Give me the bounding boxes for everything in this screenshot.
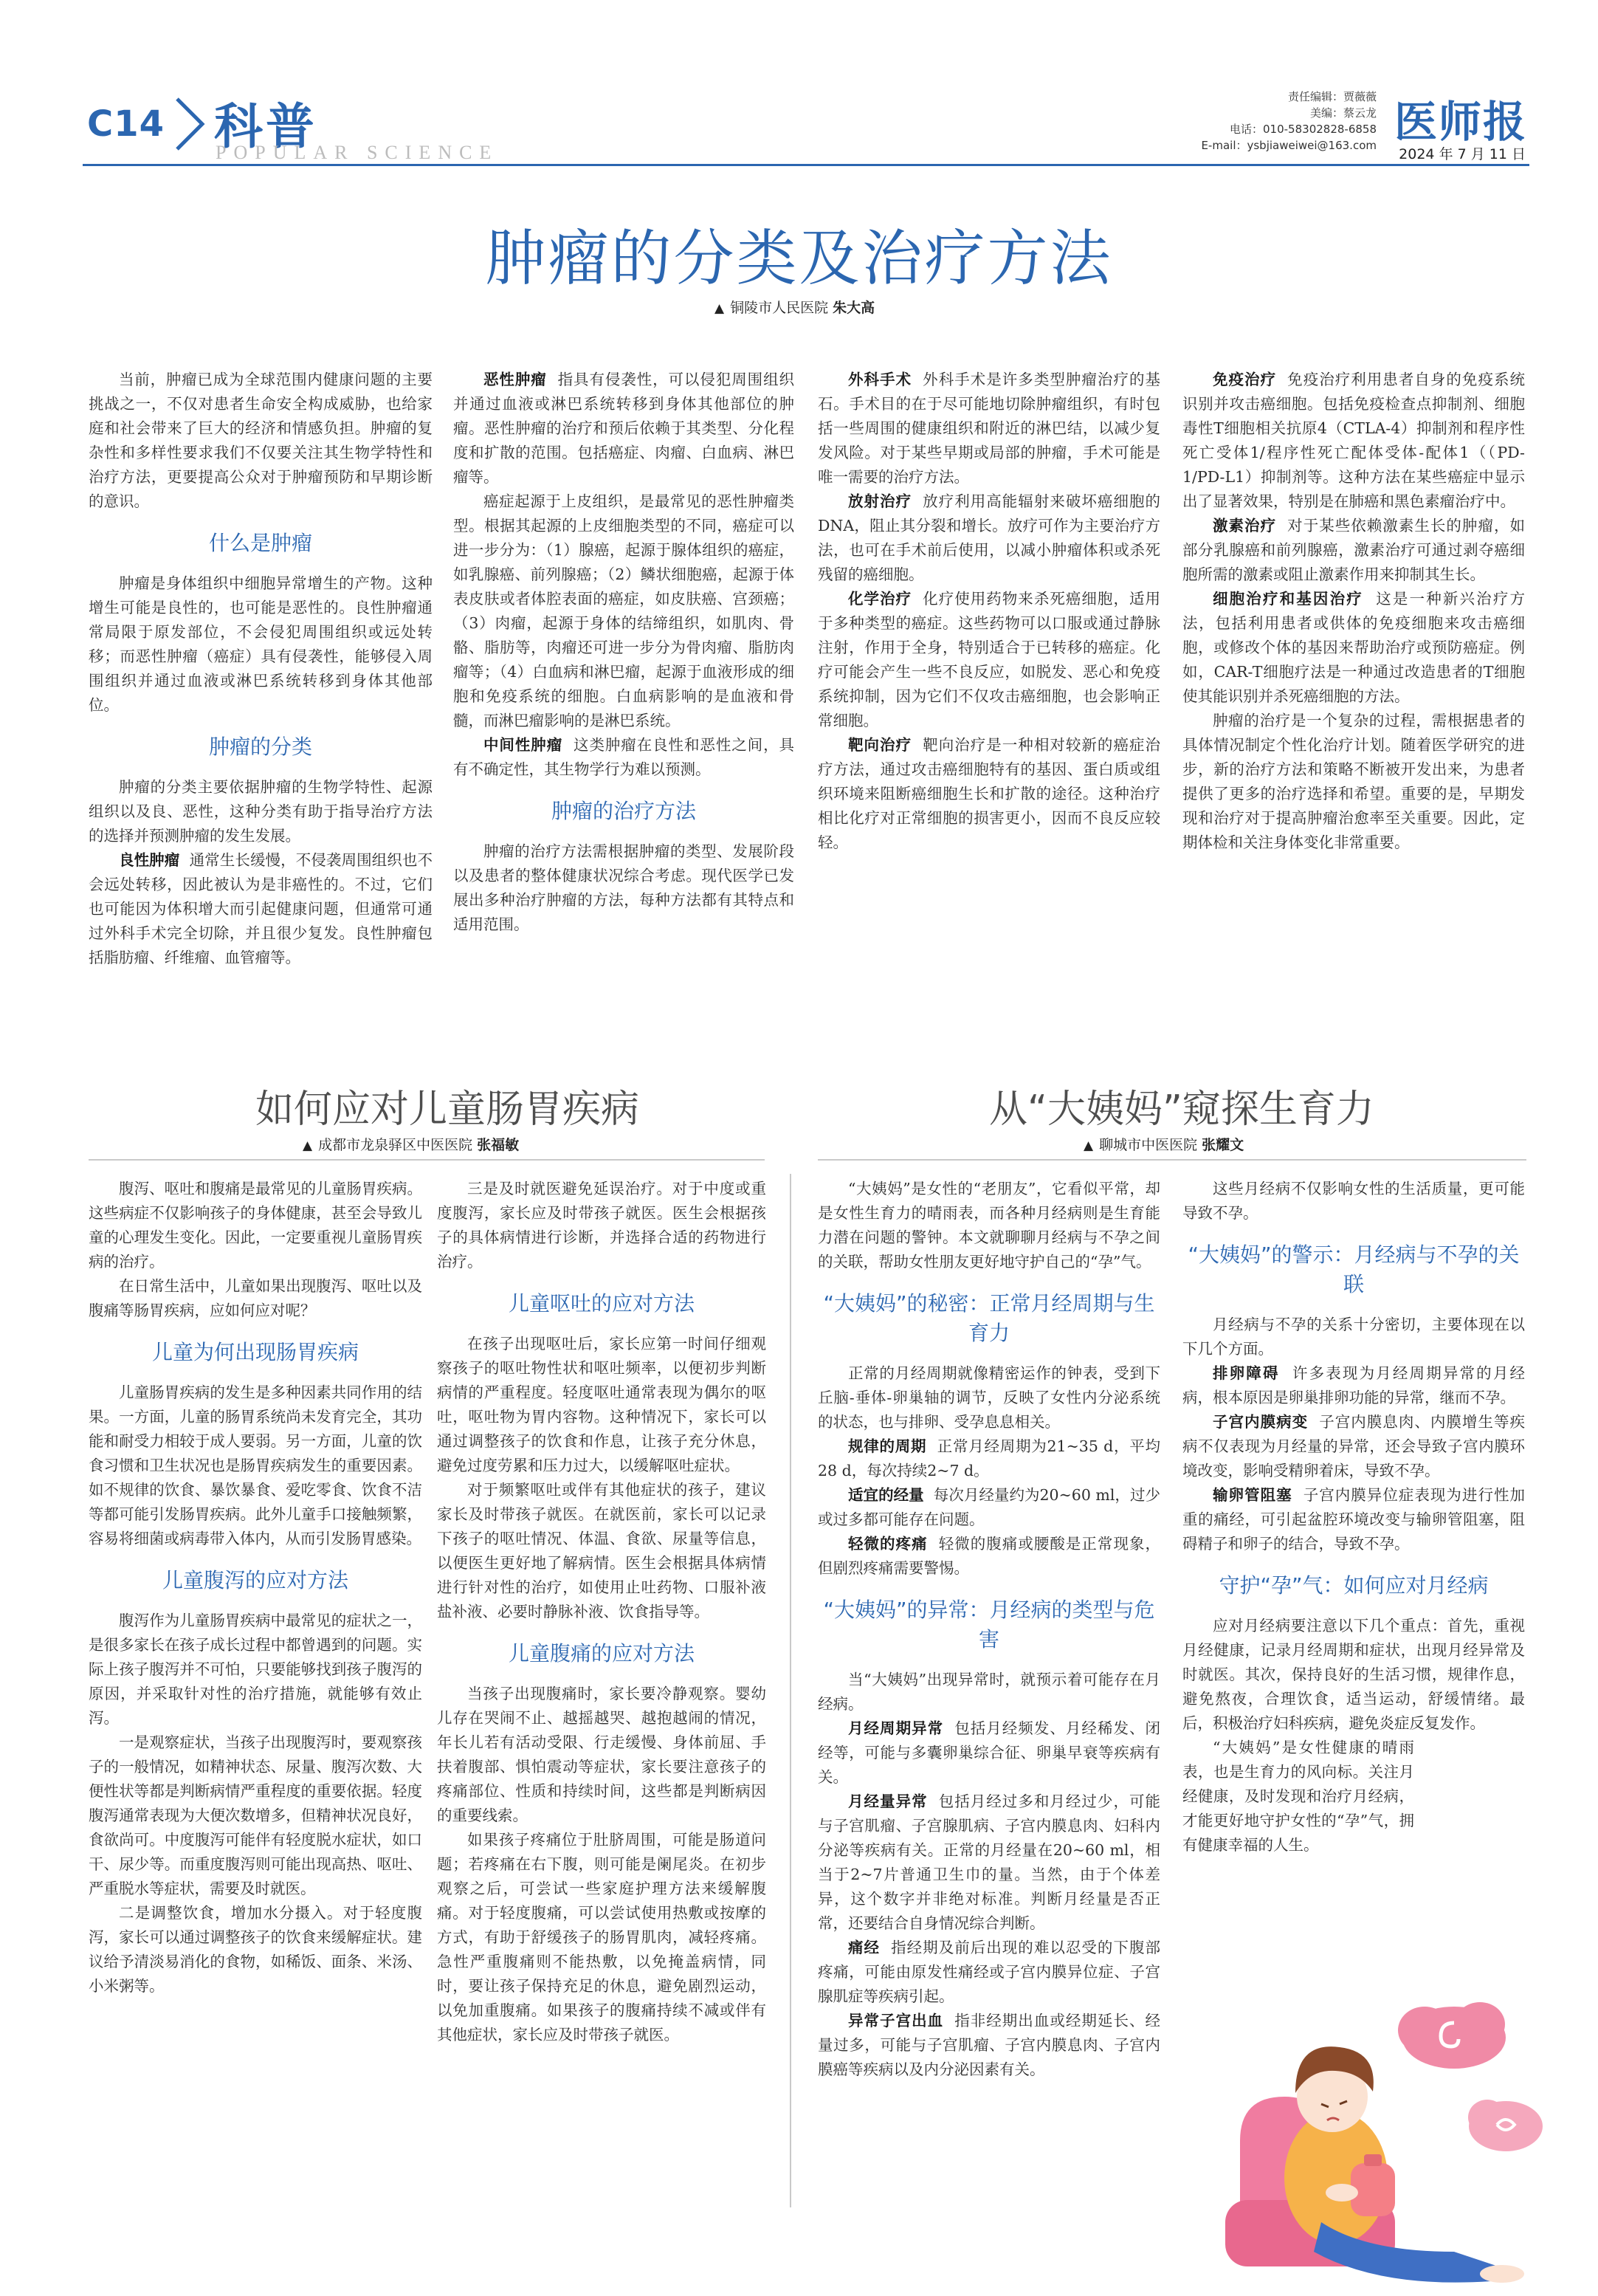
paragraph bbox=[818, 1716, 1160, 1790]
paragraph bbox=[453, 368, 794, 489]
article1-column-3 bbox=[818, 368, 1160, 855]
paragraph: 在孩子出现呕吐后，家长应第一时间仔细观察孩子的呕吐物性状和呕吐频率，以便初步判断病情的严重程度。轻度呕吐通常表现为偶尔的呕吐，呕吐物为胃内容物。这种情况下，家长可以通过调整孩子的饮食和作息，让孩子充分休息，避免过度劳累和压力过大，以缓解呕吐症状。 bbox=[437, 1335, 766, 1474]
paragraph: 腹泻、呕吐和腹痛是最常见的儿童肠胃疾病。这些病症不仅影响孩子的身体健康，甚至会导致儿童的心理发生变化。因此，一定要重视儿童肠胃疾病的治疗。 bbox=[89, 1180, 422, 1271]
term-text: 正常月经周期为21~35 d，平均28 d，每次持续2~7 d。 bbox=[818, 1437, 1160, 1479]
cloud-icon bbox=[1398, 2002, 1506, 2069]
triangle-icon: ▲ bbox=[303, 1138, 313, 1153]
term-label: 免疫治疗 bbox=[1213, 371, 1277, 388]
paragraph bbox=[1182, 587, 1525, 709]
masthead bbox=[0, 0, 1598, 170]
paragraph: 腹泻作为儿童肠胃疾病中最常见的症状之一，是很多家长在孩子成长过程中都曾遇到的问题。实际上孩子腹泻并不可怕，只要能够找到孩子腹泻的原因，并采取针对性的治疗措施，就能够有效止泻。 bbox=[89, 1612, 422, 1727]
paragraph: 当前，肿瘤已成为全球范围内健康问题的主要挑战之一，不仅对患者生命安全构成威胁，也给家庭和社会带来了巨大的经济和情感负担。肿瘤的复杂性和多样性要求我们不仅要关注其生物学特性和治疗方法，更要提高公众对于肿瘤预防和早期诊断的意识。 bbox=[89, 371, 433, 510]
section-heading: 守护“孕”气：如何应对月经病 bbox=[1219, 1573, 1489, 1598]
section-heading: 儿童腹泻的应对方法 bbox=[162, 1568, 348, 1592]
section-heading: 肿瘤的治疗方法 bbox=[551, 799, 696, 823]
paragraph bbox=[1182, 368, 1525, 514]
paragraph: 如果孩子疼痛位于肚脐周围，可能是肠道问题；若疼痛在右下腹，则可能是阑尾炎。在初步观察之后，可尝试一些家庭护理方法来缓解腹痛。对于轻度腹痛，可以尝试使用热敷或按摩的方式，有助于舒缓孩子的肠胃肌肉，减轻疼痛。急性严重腹痛则不能热敷，以免掩盖病情，同时，要让孩子保持充足的休息，避免剧烈运动，以免加重腹痛。如果孩子的腹痛持续不减或伴有其他症状，家长应及时带孩子就医。 bbox=[437, 1831, 766, 2044]
paragraph bbox=[818, 1936, 1160, 2009]
paragraph: “大姨妈”是女性的“老朋友”，它看似平常，却是女性生育力的晴雨表，而各种月经病则是生育能力潜在问题的警钟。本文就聊聊月经病与不孕之间的关联，帮助女性朋友更好地守护自己的“孕”气。 bbox=[818, 1180, 1160, 1271]
section-subtitle: POPULAR SCIENCE bbox=[216, 142, 499, 163]
paragraph bbox=[818, 587, 1160, 733]
term-label: 轻微的疼痛 bbox=[848, 1535, 928, 1553]
byline-author: 张福敏 bbox=[477, 1137, 520, 1153]
term-text: 许多表现为月经周期异常的月经病，根本原因是卵巢排卵功能的异常，继而不孕。 bbox=[1182, 1364, 1525, 1406]
term-label: 细胞治疗和基因治疗 bbox=[1213, 590, 1363, 608]
paragraph: 月经病与不孕的关系十分密切，主要体现在以下几个方面。 bbox=[1182, 1316, 1525, 1358]
editor-line: 责任编辑：贾薇薇 bbox=[1287, 90, 1377, 103]
paragraph: 应对月经病要注意以下几个重点：首先，重视月经健康，记录月经周期和症状，出现月经异常及时就医。其次，保持良好的生活习惯，规律作息，避免熬夜，合理饮食，适当运动，舒缓情绪。最后，积极治疗妇科疾病，避免炎症反复发作。 bbox=[1182, 1617, 1525, 1732]
paragraph: 肿瘤的治疗是一个复杂的过程，需根据患者的具体情况制定个性化治疗计划。随着医学研究的进步，新的治疗方法和策略不断被开发出来，为患者提供了更多的治疗选择和希望。重要的是，早期发现和治疗对于提高肿瘤治愈率至关重要。因此，定期体检和关注身体变化非常重要。 bbox=[1182, 712, 1525, 851]
term-label: 子宫内膜病变 bbox=[1213, 1413, 1309, 1431]
paragraph bbox=[1182, 1410, 1525, 1483]
page-number: C14 bbox=[87, 103, 165, 145]
term-text: 靶向治疗是一种相对较新的癌症治疗方法，通过攻击癌细胞特有的基因、蛋白质或组织环境来阻断癌细胞生长和扩散的途径。这种治疗相比化疗对正常细胞的损害更小，因而不良反应较轻。 bbox=[818, 736, 1160, 851]
term-label: 良性肿瘤 bbox=[119, 851, 180, 869]
article2-column-2 bbox=[437, 1177, 766, 2047]
article3-column-2 bbox=[1182, 1177, 1525, 1857]
paragraph bbox=[89, 848, 433, 970]
section-heading: 肿瘤的分类 bbox=[208, 735, 312, 759]
paragraph bbox=[1182, 514, 1525, 587]
article1-column-4 bbox=[1182, 368, 1525, 855]
paragraph: 正常的月经周期就像精密运作的钟表，受到下丘脑-垂体-卵巢轴的调节，反映了女性内分泌系统的状态，也与排卵、受孕息息相关。 bbox=[818, 1364, 1160, 1431]
section-heading: 儿童呕吐的应对方法 bbox=[508, 1291, 695, 1316]
issue-date: 2024 年 7 月 11 日 bbox=[1399, 146, 1526, 162]
term-text: 每次月经量约为20~60 ml，过少或过多都可能存在问题。 bbox=[818, 1486, 1161, 1528]
article2-title: 如何应对儿童肠胃疾病 bbox=[255, 1087, 640, 1132]
term-text: 子宫内膜异位症表现为进行性加重的痛经，可引起盆腔环境改变与输卵管阻塞，阻碍精子和卵子的结合，导致不孕。 bbox=[1182, 1486, 1525, 1553]
term-label: 化学治疗 bbox=[848, 590, 912, 608]
term-text: 对于某些依赖激素生长的肿瘤，如部分乳腺癌和前列腺癌，激素治疗可通过剥夺癌细胞所需的激素或阻止激素作用来抑制其生长。 bbox=[1182, 517, 1525, 583]
paragraph bbox=[818, 368, 1160, 489]
article3-rule bbox=[818, 1159, 1526, 1161]
editor-info bbox=[1201, 89, 1377, 154]
paragraph bbox=[818, 1483, 1160, 1532]
term-text: 化疗使用药物来杀死癌细胞，适用于多种类型的癌症。这些药物可以口服或通过静脉注射，作用于全身，特别适合于已转移的癌症。化疗可能会产生一些不良反应，如脱发、恶心和免疫系统抑制，因为它们不仅攻击癌细胞，也会影响正常细胞。 bbox=[818, 590, 1160, 729]
paragraph: “大姨妈”是女性健康的晴雨表，也是生育力的风向标。关注月经健康，及时发现和治疗月经病，才能更好地守护女性的“孕”气，拥有健康幸福的人生。 bbox=[1182, 1739, 1414, 1854]
article1-column-1 bbox=[89, 368, 433, 970]
paragraph bbox=[818, 733, 1160, 855]
paragraph: 肿瘤的治疗方法需根据肿瘤的类型、发展阶段以及患者的整体健康状况综合考虑。现代医学已发展出多种治疗肿瘤的方法，每种方法都有其特点和适用范围。 bbox=[453, 842, 794, 933]
paragraph: 对于频繁呕吐或伴有其他症状的孩子，建议家长及时带孩子就医。在就医前，家长可以记录下孩子的呕吐情况、体温、食欲、尿量等信息，以便医生更好地了解病情。医生会根据具体病情进行针对性的治疗，如使用止吐药物、口服补液盐补液、必要时静脉补液、饮食指导等。 bbox=[437, 1481, 766, 1620]
byline-org: 聊城市中医医院 bbox=[1099, 1137, 1198, 1153]
chevron-right-icon bbox=[171, 94, 208, 154]
cloud-icon bbox=[1468, 2100, 1543, 2151]
paragraph: 癌症起源于上皮组织，是最常见的恶性肿瘤类型。根据其起源的上皮细胞类型的不同，癌症可以进一步分为：（1）腺癌，起源于腺体组织的癌症，如乳腺癌、前列腺癌；（2）鳞状细胞癌，起源于体表皮肤或者体腔表面的癌症，如皮肤癌、宫颈癌；（3）肉瘤，起源于身体的结缔组织，如肌肉、骨骼、脂肪等，肉瘤还可进一步分为骨肉瘤、脂肪肉瘤等；（4）白血病和淋巴瘤，起源于血液形成的细胞和免疫系统的细胞。白血病影响的是血液和骨髓，而淋巴瘤影响的是淋巴系统。 bbox=[453, 492, 794, 729]
article-separator bbox=[790, 1174, 791, 2207]
article2-column-1 bbox=[89, 1177, 422, 1998]
section-heading: 儿童为何出现肠胃疾病 bbox=[151, 1340, 359, 1364]
term-label: 靶向治疗 bbox=[848, 736, 912, 754]
term-label: 排卵障碍 bbox=[1213, 1364, 1280, 1382]
term-text: 指非经期出血或经期延长、经量过多，可能与子宫肌瘤、子宫内膜息肉、子宫内膜癌等疾病以及内分泌因素有关。 bbox=[818, 2012, 1160, 2078]
paragraph: 二是调整饮食，增加水分摄入。对于轻度腹泻，家长可以通过调整孩子的饮食来缓解症状。建议给予清淡易消化的食物，如稀饭、面条、米汤、小米粥等。 bbox=[89, 1904, 422, 1995]
paragraph bbox=[818, 1790, 1160, 1936]
paragraph bbox=[1182, 1483, 1525, 1556]
paragraph: 在日常生活中，儿童如果出现腹泻、呕吐以及腹痛等肠胃疾病，应如何应对呢？ bbox=[89, 1277, 422, 1319]
byline-author: 张耀文 bbox=[1202, 1137, 1244, 1153]
term-text: 子宫内膜息肉、内膜增生等疾病不仅表现为月经量的异常，还会导致子宫内膜环境改变，影响受精卵着床，导致不孕。 bbox=[1182, 1413, 1525, 1479]
term-text: 这类肿瘤在良性和恶性之间，具有不确定性，其生物学行为难以预测。 bbox=[453, 736, 795, 778]
term-label: 月经周期异常 bbox=[848, 1719, 944, 1737]
section-heading: “大姨妈”的异常：月经病的类型与危害 bbox=[823, 1598, 1155, 1651]
paragraph bbox=[818, 1434, 1160, 1483]
section-title: 科普 bbox=[214, 98, 317, 155]
paragraph: 一是观察症状，当孩子出现腹泻时，要观察孩子的一般情况，如精神状态、尿量、腹泻次数、大便性状等都是判断病情严重程度的重要依据。轻度腹泻通常表现为大便次数增多，但精神状况良好，食欲尚可。中度腹泻可能伴有轻度脱水症状，如口干、尿少等。而重度腹泻则可能出现高热、呕吐、严重脱水等症状，需要及时就医。 bbox=[89, 1733, 422, 1897]
section-heading: 儿童腹痛的应对方法 bbox=[508, 1641, 695, 1666]
term-text: 指经期及前后出现的难以忍受的下腹部疼痛，可能由原发性痛经或子宫内膜异位症、子宫腺肌症等疾病引起。 bbox=[818, 1939, 1160, 2005]
term-label: 激素治疗 bbox=[1213, 517, 1277, 535]
term-label: 痛经 bbox=[848, 1939, 881, 1956]
term-label: 放射治疗 bbox=[848, 492, 912, 510]
paragraph: 肿瘤是身体组织中细胞异常增生的产物。这种增生可能是良性的，也可能是恶性的。良性肿瘤通常局限于原发部位，不会侵犯周围组织或远处转移；而恶性肿瘤（癌症）具有侵袭性，能够侵入周围组织并通过血液或淋巴系统转移到身体其他部位。 bbox=[89, 574, 433, 714]
article3-column-1 bbox=[818, 1177, 1160, 2082]
paragraph bbox=[453, 733, 794, 782]
paragraph: 当孩子出现腹痛时，家长要冷静观察。婴幼儿存在哭闹不止、越摇越哭、越抱越闹的情况，年长儿若有活动受限、行走缓慢、身体前屈、手扶着腹部、惧怕震动等症状，家长要注意孩子的疼痛部位、性质和持续时间，这些都是判断病因的重要线索。 bbox=[437, 1685, 766, 1824]
triangle-icon: ▲ bbox=[714, 301, 725, 316]
term-text: 免疫治疗利用患者自身的免疫系统识别并攻击癌细胞。包括免疫检查点抑制剂、细胞毒性T细胞相关抗原4（CTLA-4）抑制剂和程序性死亡受体1/程序性死亡配体受体-配体1（（PD-1/PD-L1）抑制剂等。这种方法在某些癌症中显示出了显著效果，特别是在肺癌和黑色素瘤治疗中。 bbox=[1182, 371, 1525, 510]
paragraph: 肿瘤的分类主要依据肿瘤的生物学特性、起源组织以及良、恶性，这种分类有助于指导治疗方法的选择并预测肿瘤的发生发展。 bbox=[89, 778, 433, 845]
header-rule bbox=[83, 164, 1529, 166]
phone-line: 电话：010-58302828-6858 bbox=[1230, 123, 1377, 136]
paragraph: 三是及时就医避免延误治疗。对于中度或重度腹泻，家长应及时带孩子就医。医生会根据孩子的具体病情进行诊断，并选择合适的药物进行治疗。 bbox=[437, 1180, 766, 1271]
article2-byline bbox=[303, 1134, 519, 1154]
term-text: 这是一种新兴治疗方法，包括利用患者或供体的免疫细胞来攻击癌细胞，或修改个体的基因来帮助治疗或预防癌症。例如，CAR-T细胞疗法是一种通过改造患者的T细胞使其能识别并杀死癌细胞的方法。 bbox=[1182, 590, 1525, 705]
article1-byline bbox=[714, 297, 875, 317]
byline-author: 朱大高 bbox=[833, 300, 875, 316]
term-label: 恶性肿瘤 bbox=[483, 371, 547, 388]
paragraph bbox=[818, 489, 1160, 587]
email-line: E-mail：ysbjiaweiwei@163.com bbox=[1201, 139, 1377, 152]
term-text: 指具有侵袭性，可以侵犯周围组织并通过血液或淋巴系统转移到身体其他部位的肿瘤。恶性肿瘤的治疗和预后依赖于其类型、分化程度和扩散的范围。包括癌症、肉瘤、白血病、淋巴瘤等。 bbox=[453, 371, 795, 486]
triangle-icon: ▲ bbox=[1084, 1138, 1094, 1153]
byline-org: 成都市龙泉驿区中医医院 bbox=[318, 1137, 473, 1153]
article2-rule bbox=[89, 1159, 765, 1161]
woman-with-period-pain-illustration bbox=[1210, 1979, 1550, 2289]
article3-title: 从“大姨妈”窥探生育力 bbox=[989, 1087, 1374, 1132]
article1-title: 肿瘤的分类及治疗方法 bbox=[485, 224, 1113, 294]
term-text: 放疗利用高能辐射来破坏癌细胞的DNA，阻止其分裂和增长。放疗可作为主要治疗方法，也可在手术前后使用，以减小肿瘤体积或杀死残留的癌细胞。 bbox=[818, 492, 1160, 583]
term-label: 适宜的经量 bbox=[848, 1486, 924, 1504]
paragraph bbox=[1182, 1361, 1525, 1410]
term-label: 规律的周期 bbox=[848, 1437, 927, 1455]
term-text: 外科手术是许多类型肿瘤治疗的基石。手术目的在于尽可能地切除肿瘤组织，有时包括一些周围的健康组织和附近的淋巴结，以减少复发风险。对于某些早期或局部的肿瘤，手术可能是唯一需要的治疗方法。 bbox=[818, 371, 1160, 486]
paragraph: 儿童肠胃疾病的发生是多种因素共同作用的结果。一方面，儿童的肠胃系统尚未发育完全，其功能和耐受力相较于成人要弱。另一方面，儿童的饮食习惯和卫生状况也是肠胃疾病发生的重要因素。如不规律的饮食、暴饮暴食、爱吃零食、饮食不洁等都可能引发肠胃疾病。此外儿童手口接触频繁，容易将细菌或病毒带入体内，从而引发肠胃感染。 bbox=[89, 1384, 422, 1547]
paragraph bbox=[818, 1532, 1160, 1581]
term-label: 输卵管阻塞 bbox=[1213, 1486, 1292, 1504]
section-heading: “大姨妈”的秘密：正常月经周期与生育力 bbox=[823, 1291, 1155, 1345]
term-label: 异常子宫出血 bbox=[848, 2012, 944, 2029]
article3-byline bbox=[1084, 1134, 1244, 1154]
section-heading: 什么是肿瘤 bbox=[208, 531, 312, 555]
term-text: 包括月经过多和月经过少，可能与子宫肌瘤、子宫腺肌病、子宫内膜息肉、妇科内分泌等疾病有关。正常的月经量在20~60 ml，相当于2~7片普通卫生巾的量。当然，由于个体差异，这个数字并非绝对标准。判断月经量是否正常，还要结合自身情况综合判断。 bbox=[818, 1793, 1160, 1932]
article1-column-2 bbox=[453, 368, 794, 937]
designer-line: 美编：蔡云龙 bbox=[1309, 106, 1377, 120]
term-label: 月经量异常 bbox=[848, 1793, 928, 1810]
term-text: 通常生长缓慢，不侵袭周围组织也不会远处转移，因此被认为是非癌性的。不过，它们也可能因为体积增大而引起健康问题，但通常可通过外科手术完全切除，并且很少复发。良性肿瘤包括脂肪瘤、纤维瘤、血管瘤等。 bbox=[89, 851, 433, 966]
paragraph: 当“大姨妈”出现异常时，就预示着可能存在月经病。 bbox=[818, 1671, 1160, 1713]
term-label: 中间性肿瘤 bbox=[483, 736, 563, 754]
section-heading: “大姨妈”的警示：月经病与不孕的关联 bbox=[1188, 1242, 1520, 1296]
term-label: 外科手术 bbox=[848, 371, 912, 388]
newspaper-logo: 医师报 bbox=[1394, 97, 1527, 147]
paragraph: 这些月经病不仅影响女性的生活质量，更可能导致不孕。 bbox=[1182, 1180, 1525, 1222]
term-text: 轻微的腹痛或腰酸是正常现象，但剧烈疼痛需要警惕。 bbox=[818, 1535, 1160, 1577]
byline-org: 铜陵市人民医院 bbox=[730, 300, 829, 316]
term-text: 包括月经频发、月经稀发、闭经等，可能与多囊卵巢综合征、卵巢早衰等疾病有关。 bbox=[818, 1719, 1160, 1786]
paragraph bbox=[818, 2009, 1160, 2082]
